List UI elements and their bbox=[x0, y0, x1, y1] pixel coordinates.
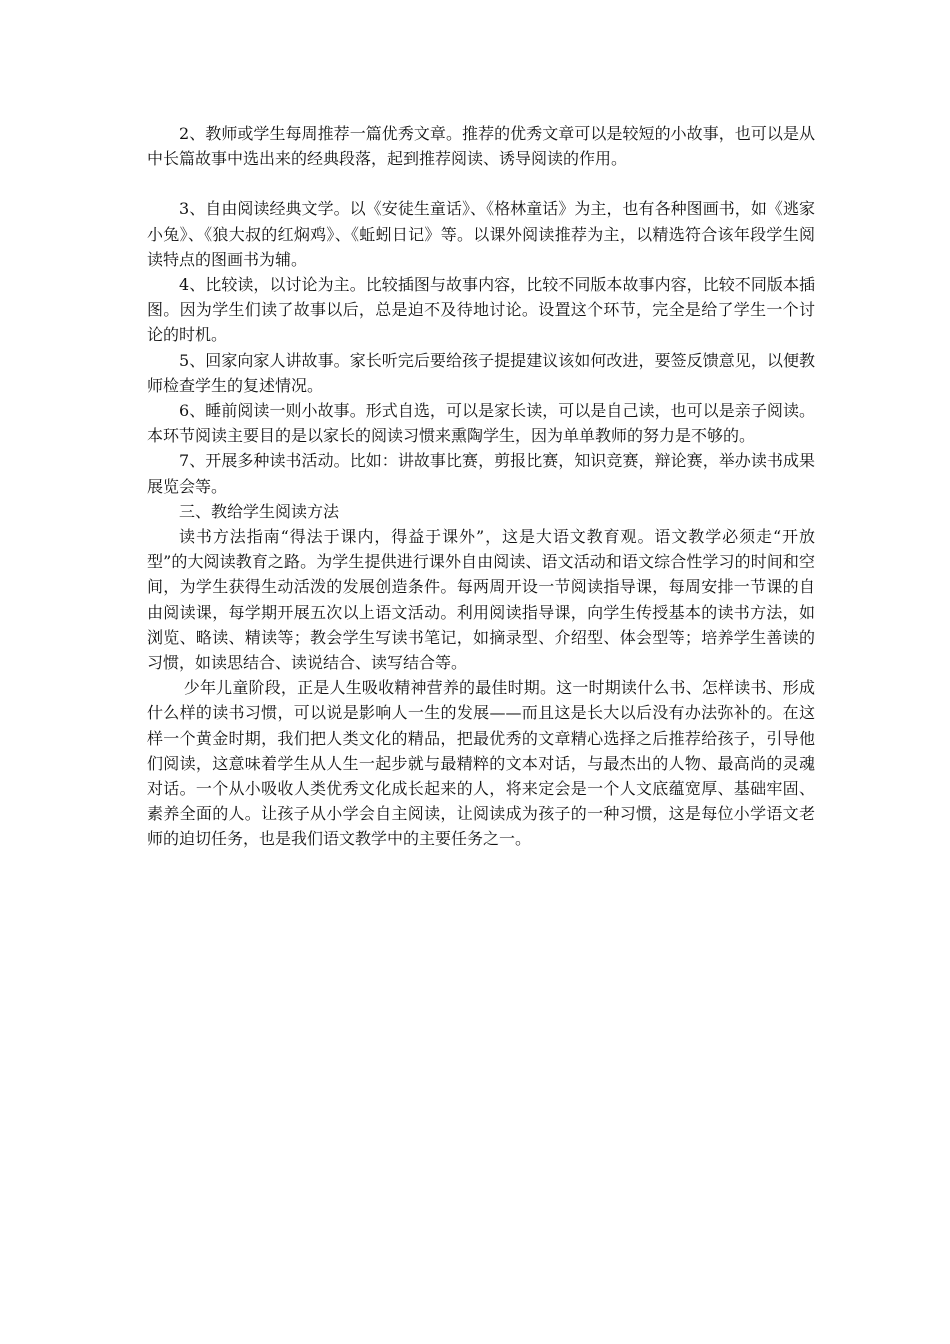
paragraph-reading-methods: 读书方法指南“得法于课内，得益于课外”，这是大语文教育观。语文教学必须走“开放型”的大阅读教育之路。为学生提供进行课外自由阅读、语文活动和语文综合性学习的时间和空间，为学生获得生动活泼的发展创造条件。每两周开设一节阅读指导课，每周安排一节课的自由阅读课，每学期开展五次以上语文活动。利用阅读指导课，向学生传授基本的读书方法，如浏览、略读、精读等；教会学生写读书笔记，如摘录型、介绍型、体会型等；培养学生善读的习惯，如读思结合、读说结合、读写结合等。 bbox=[147, 527, 815, 673]
paragraph-item-3: 3、自由阅读经典文学。以《安徒生童话》、《格林童话》为主，也有各种图画书，如《逃家小兔》、《狼大叔的红焖鸡》、《蚯蚓日记》等。以课外阅读推荐为主，以精选符合该年段学生阅读特点的图画书为辅。 bbox=[147, 199, 815, 269]
document-body bbox=[147, 121, 815, 852]
section-heading: 三、教给学生阅读方法 bbox=[179, 501, 340, 521]
paragraph-conclusion: 少年儿童阶段，正是人生吸收精神营养的最佳时期。这一时期读什么书、怎样读书、形成什么样的读书习惯，可以说是影响人一生的发展——而且这是长大以后没有办法弥补的。在这样一个黄金时期，我们把人类文化的精品，把最优秀的文章精心选择之后推荐给孩子，引导他们阅读，这意味着学生从人生一起步就与最精粹的文本对话，与最杰出的人物、最高尚的灵魂对话。一个从小吸收人类优秀文化成长起来的人，将来定会是一个人文底蕴宽厚、基础牢固、素养全面的人。让孩子从小学会自主阅读，让阅读成为孩子的一种习惯，这是每位小学语文老师的迫切任务，也是我们语文教学中的主要任务之一。 bbox=[147, 678, 815, 849]
paragraph-item-4: 4、比较读，以讨论为主。比较插图与故事内容，比较不同版本故事内容，比较不同版本插图。因为学生们读了故事以后，总是迫不及待地讨论。设置这个环节，完全是给了学生一个讨论的时机。 bbox=[147, 275, 815, 345]
paragraph-item-5: 5、回家向家人讲故事。家长听完后要给孩子提提建议该如何改进，要签反馈意见，以便教师检查学生的复述情况。 bbox=[147, 350, 815, 395]
paragraph-item-2: 2、教师或学生每周推荐一篇优秀文章。推荐的优秀文章可以是较短的小故事，也可以是从中长篇故事中选出来的经典段落，起到推荐阅读、诱导阅读的作用。 bbox=[147, 124, 815, 169]
paragraph-item-7: 7、开展多种读书活动。比如：讲故事比赛，剪报比赛，知识竞赛，辩论赛，举办读书成果展览会等。 bbox=[147, 451, 815, 496]
paragraph-item-6: 6、睡前阅读一则小故事。形式自选，可以是家长读，可以是自己读，也可以是亲子阅读。本环节阅读主要目的是以家长的阅读习惯来熏陶学生，因为单单教师的努力是不够的。 bbox=[147, 401, 815, 446]
